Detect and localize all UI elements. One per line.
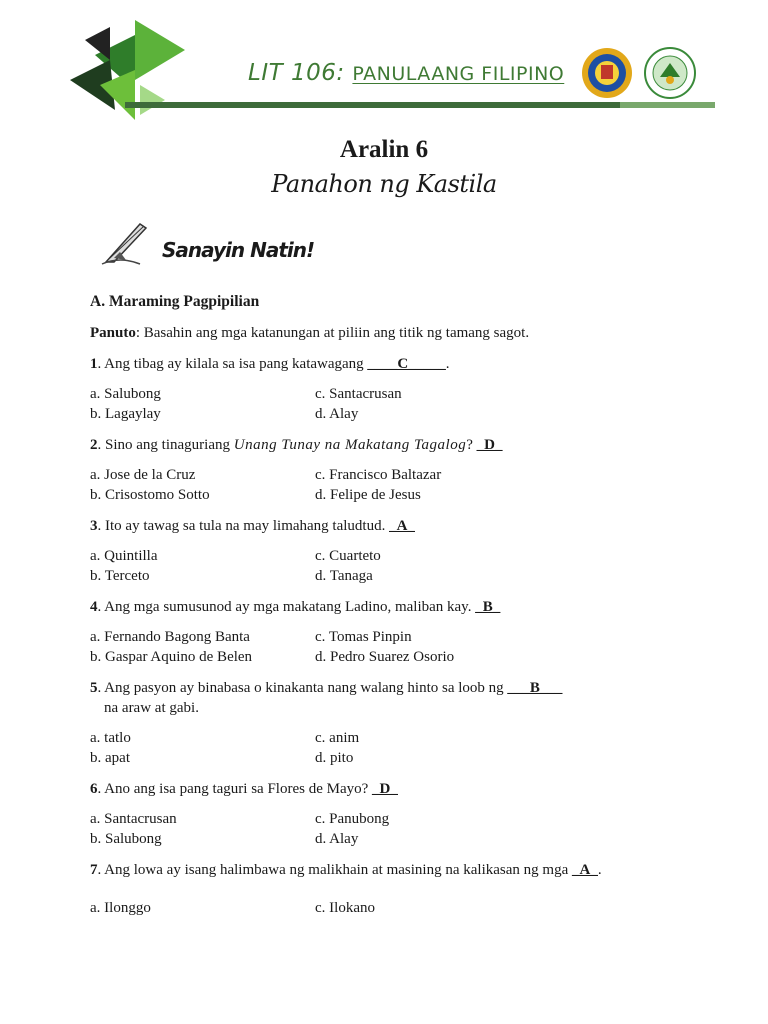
question-3 (90, 516, 730, 586)
question-number: 4 (90, 599, 98, 615)
course-title (248, 60, 564, 86)
quill-pen-icon (100, 218, 158, 268)
question-6 (90, 779, 730, 849)
lesson-subtitle: Panahon ng Kastila (271, 170, 497, 198)
answer-blank: _A_ (389, 518, 415, 534)
choice-list (90, 627, 730, 667)
question-2 (90, 435, 730, 505)
question-number: 6 (90, 781, 98, 797)
question-punct: . (445, 356, 450, 372)
instructions (90, 323, 730, 343)
answer-blank: _B_ (475, 599, 501, 615)
course-code: LIT 106: (248, 60, 345, 86)
choice-b: b. Lagaylay (90, 406, 161, 422)
choice-a: a. Santacrusan (90, 811, 177, 827)
quiz-content (90, 292, 730, 929)
choice-list (90, 546, 730, 586)
question-text: . Ito ay tawag sa tula na may limahang taludtud. (97, 518, 390, 534)
choice-a: a. Jose de la Cruz (90, 467, 196, 483)
answer-blank: ____C_____ (367, 356, 446, 372)
choice-b: b. Crisostomo Sotto (90, 487, 210, 503)
question-text: . Ang lowa ay isang halimbawa ng malikhain at masining na kalikasan ng mga (97, 862, 572, 878)
choice-list (90, 728, 730, 768)
choice-c: c. anim (315, 730, 360, 746)
question-text: . Sino ang tinaguriang (97, 437, 234, 453)
choice-c: c. Panubong (315, 811, 390, 827)
choice-list (90, 384, 730, 424)
question-text: . Ang tibag ay kilala sa isa pang katawagang (97, 356, 368, 372)
choice-d: d. Alay (315, 831, 359, 847)
choice-d: d. Felipe de Jesus (315, 487, 421, 503)
triangle-logo-icon (55, 15, 205, 130)
choice-b: b. Gaspar Aquino de Belen (90, 649, 253, 665)
choice-a: a. Salubong (90, 386, 161, 402)
practice-label: Sanayin Natin! (162, 238, 315, 262)
choice-b: b. Salubong (90, 831, 162, 847)
choice-c: c. Cuarteto (315, 548, 381, 564)
answer-blank: _D_ (476, 437, 503, 453)
answer-blank: _D_ (372, 781, 398, 797)
choice-c: c. Francisco Baltazar (315, 467, 442, 483)
choice-a: a. Quintilla (90, 548, 158, 564)
choice-c: c. Santacrusan (315, 386, 402, 402)
question-text: . Ano ang isa pang taguri sa Flores de Mayo? (97, 781, 373, 797)
choice-a: a. Ilonggo (90, 900, 151, 916)
college-seal-icon (644, 47, 696, 99)
course-name: PANULAANG FILIPINO (352, 63, 565, 85)
choice-d: d. Tanaga (315, 568, 373, 584)
question-text: . Ang mga sumusunod ay mga makatang Ladino, maliban kay. (97, 599, 476, 615)
choice-list (90, 898, 730, 918)
question-number: 5 (90, 680, 98, 696)
choice-list (90, 809, 730, 849)
lesson-title: Aralin 6 (339, 136, 429, 163)
choice-c: c. Tomas Pinpin (315, 629, 412, 645)
choice-a: a. Fernando Bagong Banta (90, 629, 250, 645)
question-text-2: ? (466, 437, 477, 453)
question-number: 3 (90, 518, 98, 534)
question-punct: . (597, 862, 602, 878)
choice-c: c. Ilokano (315, 900, 375, 916)
question-number: 1 (90, 356, 98, 372)
choice-d: d. pito (315, 750, 354, 766)
choice-list (90, 465, 730, 505)
answer-blank: _A_ (571, 862, 598, 878)
question-emphasis: Unang Tunay na Makatang Tagalog (233, 437, 467, 453)
header-divider (125, 102, 715, 108)
choice-d: d. Alay (315, 406, 359, 422)
question-4 (90, 597, 730, 667)
page-header (0, 0, 768, 135)
answer-blank: ___B___ (507, 680, 563, 696)
instructions-text: : Basahin ang mga katanungan at piliin ang titik ng tamang sagot. (135, 325, 530, 341)
question-1 (90, 354, 730, 424)
question-5 (90, 678, 730, 768)
instructions-label: Panuto (90, 325, 136, 341)
choice-b: b. apat (90, 750, 130, 766)
question-number: 7 (90, 862, 98, 878)
choice-b: b. Terceto (90, 568, 150, 584)
question-number: 2 (90, 437, 98, 453)
choice-d: d. Pedro Suarez Osorio (315, 649, 455, 665)
question-text: . Ang pasyon ay binabasa o kinakanta nang walang hinto sa loob ng (97, 680, 508, 696)
section-heading: A. Maraming Pagpipilian (90, 293, 260, 310)
gear-seal-icon (581, 47, 633, 99)
question-7 (90, 860, 730, 918)
question-continuation: na araw at gabi. (104, 700, 199, 716)
choice-a: a. tatlo (90, 730, 131, 746)
